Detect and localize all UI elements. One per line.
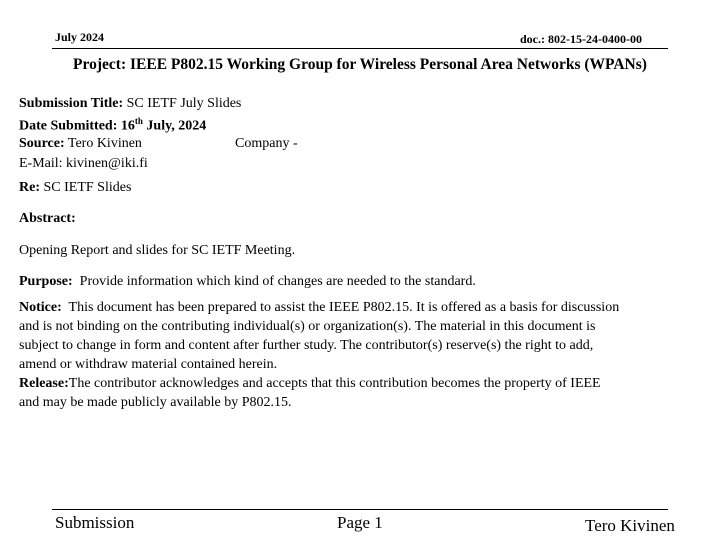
notice-line-3: subject to change in form and content after further study. The contributor(s) reserve(s) the right to add,: [19, 338, 594, 353]
release-label: Release:: [19, 376, 69, 391]
footer-author: Tero Kivinen: [585, 516, 675, 535]
date-submitted-label: Date Submitted:: [19, 118, 118, 134]
source-value: Tero Kivinen: [67, 136, 142, 151]
notice-line-4: amend or withdraw material contained herein.: [19, 357, 278, 372]
abstract-label: Abstract:: [19, 211, 76, 226]
submission-title-label: Submission Title:: [19, 96, 124, 111]
footer-page-number: Page 1: [337, 513, 383, 532]
notice-line-1: [19, 300, 619, 316]
abstract-text: Opening Report and slides for SC IETF Meeting.: [19, 243, 296, 258]
submission-title-value: SC IETF July Slides: [126, 96, 242, 111]
purpose-text: Provide information which kind of changes are needed to the standard.: [79, 274, 476, 289]
submission-title-line: [19, 96, 241, 112]
date-submitted-rest: July, 2024: [146, 118, 207, 134]
footer-submission: Submission: [55, 513, 135, 532]
project-title: Project: IEEE P802.15 Working Group for Wireless Personal Area Networks (WPANs): [73, 56, 647, 73]
re-value: SC IETF Slides: [43, 180, 132, 195]
company-text: Company -: [235, 136, 298, 151]
release-line-1: [19, 376, 601, 392]
date-submitted-day: 16: [120, 118, 135, 134]
date-submitted-line: [19, 116, 206, 135]
notice-label: Notice:: [19, 300, 62, 315]
re-line: [19, 180, 131, 196]
source-label: Source:: [19, 136, 65, 151]
email-text: E-Mail: kivinen@iki.fi: [19, 156, 148, 171]
footer-rule: [52, 509, 668, 510]
date-submitted-suffix: th: [134, 116, 143, 126]
header-doc-number: doc.: 802-15-24-0400-00: [520, 32, 642, 46]
header-rule: [52, 48, 668, 49]
purpose-line: [19, 274, 476, 290]
source-line: [19, 136, 142, 152]
notice-text-1: This document has been prepared to assist the IEEE P802.15. It is offered as a basis for discussion: [68, 300, 620, 315]
release-line-2: and may be made publicly available by P802.15.: [19, 395, 292, 410]
purpose-label: Purpose:: [19, 274, 73, 289]
notice-line-2: and is not binding on the contributing individual(s) or organization(s). The material in this document is: [19, 319, 596, 334]
re-label: Re:: [19, 180, 40, 195]
header-date: July 2024: [55, 30, 105, 44]
release-text-1: The contributor acknowledges and accepts that this contribution becomes the property of IEEE: [68, 376, 601, 391]
